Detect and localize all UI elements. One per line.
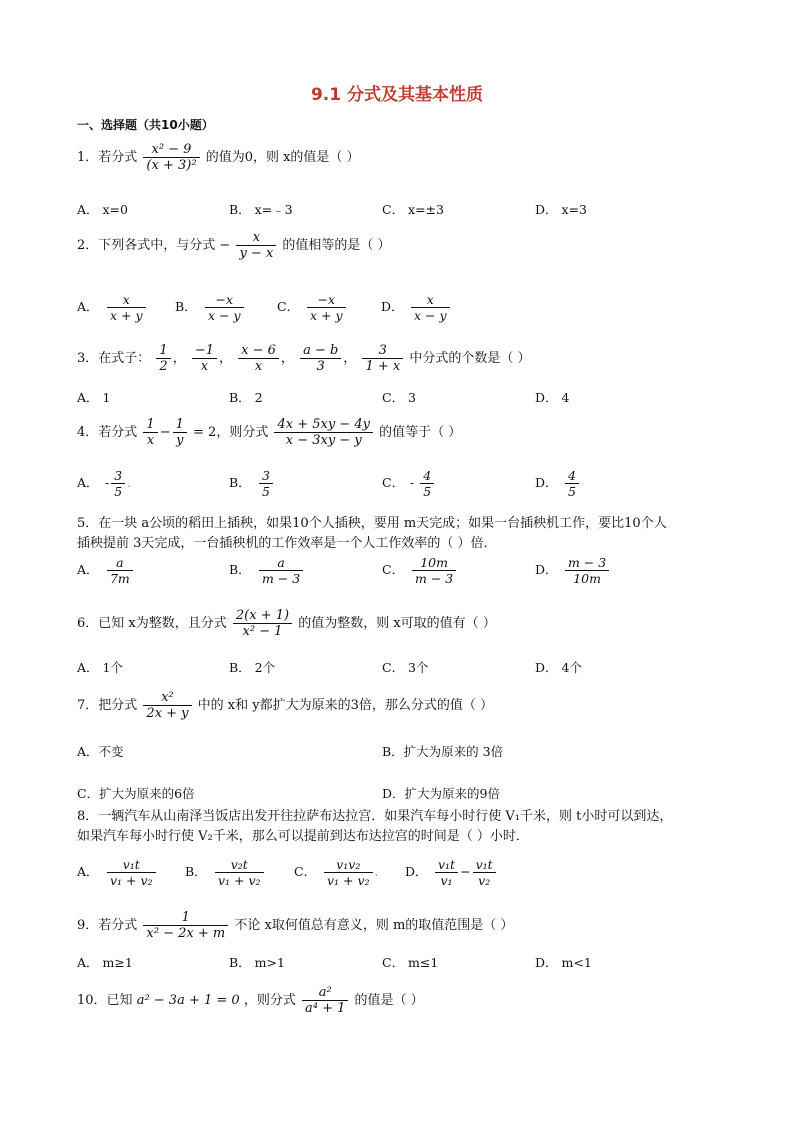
q4-expr-2	[173, 417, 187, 448]
q8-d-fraction-2	[473, 857, 496, 888]
q7-option-c: C．扩大为原来的6倍	[77, 786, 195, 801]
q2-option-c	[277, 292, 348, 323]
q10-suffix: 的值是（ ）	[354, 993, 424, 1008]
page-title: 9.1 分式及其基本性质	[310, 85, 484, 105]
q9-numerator: 1	[181, 910, 190, 925]
q8-d-label: D．	[405, 864, 428, 879]
q4-suffix: 的值等于（ ）	[379, 425, 462, 440]
q4-expr-1	[143, 417, 157, 448]
q5-option-a	[77, 555, 135, 586]
stray-mark: .	[374, 864, 379, 879]
q5-a-label: A．	[77, 562, 99, 577]
q1-option-b: B． x=﹣3	[229, 202, 293, 217]
q8-b-fraction	[215, 857, 264, 888]
q1-option-c: C． x=±3	[382, 202, 444, 217]
q2-c-num: −x	[317, 292, 336, 307]
question-6	[77, 608, 496, 639]
q8-b-label: B．	[185, 864, 207, 879]
q3-f2-num: −1	[194, 343, 215, 358]
q5-d-fraction	[565, 555, 609, 586]
q2-d-fraction	[411, 292, 450, 323]
q8-a-fraction	[107, 857, 156, 888]
question-8-line-2: 如果汽车每小时行使 V₂千米，那么可以提前到达布达拉宫的时间是（ ）小时．	[77, 829, 529, 844]
q4-option-b	[229, 468, 275, 499]
q2-suffix: 的值相等的是（ ）	[282, 238, 391, 253]
q1-fraction	[143, 142, 199, 173]
q7-numerator: x²	[161, 690, 174, 705]
section-heading: 一、选择题（共10小题）	[77, 118, 214, 132]
q8-c-label: C．	[294, 864, 317, 879]
q4-denominator: x − 3xy − y	[274, 432, 372, 448]
question-1	[77, 142, 360, 173]
q4-d-label: D．	[535, 475, 558, 490]
q2-denominator: y − x	[236, 245, 276, 261]
q4-c-num: 4	[423, 468, 432, 483]
q3-f2-den: x	[192, 358, 217, 374]
q5-b-den: m − 3	[259, 570, 303, 586]
q4-prefix: 4．若分式	[77, 425, 138, 440]
q10-denominator: a⁴ + 1	[302, 1000, 348, 1016]
q7-option-a: A．不变	[77, 744, 124, 759]
q2-c-label: C．	[277, 299, 300, 314]
question-7	[77, 690, 493, 721]
q2-d-den: x − y	[411, 307, 450, 323]
q2-option-d	[381, 292, 452, 323]
q2-b-fraction	[205, 292, 244, 323]
q5-a-fraction	[107, 555, 133, 586]
q2-b-label: B．	[175, 299, 197, 314]
question-2	[77, 230, 391, 261]
q2-fraction	[236, 230, 276, 261]
q5-option-c	[382, 555, 458, 586]
question-9	[77, 910, 513, 941]
q5-d-label: D．	[535, 562, 558, 577]
q3-f5-num: 3	[378, 343, 387, 358]
q4-option-a	[77, 468, 131, 499]
q2-c-den: x + y	[307, 307, 346, 323]
q4-a-num: 3	[114, 468, 123, 483]
q4-c-den: 5	[420, 483, 434, 499]
q5-a-num: a	[116, 555, 124, 570]
q5-c-fraction	[412, 555, 456, 586]
q6-denominator: x² − 1	[233, 623, 292, 639]
q5-option-d	[535, 555, 611, 586]
q8-c-den: v₁ + v₂	[324, 872, 373, 888]
q8-c-fraction	[324, 857, 373, 888]
q9-option-b: B． m>1	[229, 955, 285, 970]
q6-suffix: 的值为整数，则 x可取的值有（ ）	[298, 616, 496, 631]
q8-d2-num: v₁t	[475, 857, 493, 872]
q2-d-label: D．	[381, 299, 404, 314]
q4-fraction	[274, 417, 372, 448]
q7-prefix: 7．把分式	[77, 698, 138, 713]
q3-f3-den: x	[238, 358, 279, 374]
question-5-line-2: 插秧提前 3天完成，一台插秧机的工作效率是一个人工作效率的（ ）倍．	[77, 536, 497, 551]
q3-f4-num: a − b	[303, 343, 339, 358]
q8-d1-den: v₁	[435, 872, 458, 888]
q4-c-label: C．	[382, 475, 405, 490]
q1-prefix: 1．若分式	[77, 150, 138, 165]
q4-d-num: 4	[567, 468, 576, 483]
q9-option-d: D． m<1	[535, 955, 592, 970]
q2-prefix: 2．下列各式中，与分式 −	[77, 238, 231, 253]
q4-option-d	[535, 468, 581, 499]
q3-fraction-2	[192, 343, 217, 374]
q6-option-c: C． 3个	[382, 660, 429, 675]
question-3: 3．在式子： $\frac{1}{2}$ ， $\frac{-1}{x}$ ， $\frac{x - 6}{x}$ ， $\frac{a - b}{3}$ ， $\frac{3}{1 + x}$ 中分式的个数是（ ）	[77, 343, 531, 374]
q9-prefix: 9．若分式	[77, 918, 138, 933]
q3-fraction-5	[362, 343, 403, 374]
q2-a-den: x + y	[107, 307, 146, 323]
q5-b-label: B．	[229, 562, 251, 577]
q5-c-num: 10m	[420, 555, 448, 570]
q5-b-num: a	[277, 555, 285, 570]
q3-f5-den: 1 + x	[362, 358, 403, 374]
q6-fraction	[233, 608, 292, 639]
q3-fraction-1	[156, 343, 170, 374]
q2-a-label: A．	[77, 299, 99, 314]
stray-mark: .	[127, 475, 132, 490]
q10-prefix: 10．已知	[77, 993, 133, 1008]
q2-c-fraction	[307, 292, 346, 323]
q4-c-fraction	[420, 468, 434, 499]
q4-e1-den: x	[143, 432, 157, 448]
q4-b-fraction	[259, 468, 273, 499]
q2-numerator: x	[252, 230, 261, 245]
q7-option-b: B．扩大为原来的 3倍	[382, 744, 504, 759]
q4-a-sign: -	[104, 475, 110, 490]
q5-c-label: C．	[382, 562, 405, 577]
q5-c-den: m − 3	[412, 570, 456, 586]
q2-option-a	[77, 292, 148, 323]
q1-numerator: x² − 9	[151, 142, 192, 157]
q4-option-c	[382, 468, 436, 499]
q6-numerator: 2(x + 1)	[235, 608, 290, 623]
q6-option-a: A． 1个	[77, 660, 123, 675]
q9-denominator: x² − 2x + m	[143, 925, 228, 941]
q4-d-den: 5	[565, 483, 579, 499]
q2-d-num: x	[426, 292, 434, 307]
q1-option-a: A． x=0	[77, 202, 128, 217]
q3-option-a: A． 1	[77, 390, 111, 405]
q5-b-fraction	[259, 555, 303, 586]
q3-prefix: 3．在式子：	[77, 351, 151, 366]
q1-option-d: D． x=3	[535, 202, 587, 217]
q8-d2-den: v₂	[473, 872, 496, 888]
q4-e1-num: 1	[146, 417, 155, 432]
q6-option-d: D． 4个	[535, 660, 582, 675]
q8-option-d: D． $\frac{\text{v₁t}}{\text{v₁}}$ − $\frac{\text{v₁t}}{\text{v₂}}$	[405, 857, 498, 888]
q2-option-b	[175, 292, 246, 323]
q10-equation: a² − 3a + 1 = 0	[136, 993, 240, 1008]
q7-fraction	[143, 690, 191, 721]
q7-denominator: 2x + y	[143, 705, 191, 721]
q4-a-label: A．	[77, 475, 99, 490]
q9-option-c: C． m≤1	[382, 955, 439, 970]
q8-b-den: v₁ + v₂	[215, 872, 264, 888]
q4-b-den: 5	[259, 483, 273, 499]
q8-b-num: v₂t	[230, 857, 248, 872]
q10-numerator: a²	[318, 985, 332, 1000]
q4-a-fraction	[111, 468, 125, 499]
q2-b-den: x − y	[205, 307, 244, 323]
q4-b-num: 3	[261, 468, 270, 483]
q8-c-num: v₁v₂	[336, 857, 361, 872]
q10-mid: ，则分式	[243, 993, 296, 1008]
q9-option-a: A． m≥1	[77, 955, 133, 970]
q5-d-num: m − 3	[567, 555, 607, 570]
q5-d-den: 10m	[565, 570, 609, 586]
q4-e2-den: y	[173, 432, 187, 448]
q4-a-den: 5	[111, 483, 125, 499]
q4-numerator: 4x + 5xy − 4y	[277, 417, 370, 432]
question-8-line-1: 8．一辆汽车从山南泽当饭店出发开往拉萨布达拉宫．如果汽车每小时行使 V₁千米，则 t小时可以到达，	[77, 809, 673, 824]
q3-suffix: 中分式的个数是（ ）	[409, 351, 531, 366]
q1-denominator: (x + 3)²	[143, 157, 199, 173]
q3-fraction-4	[300, 343, 341, 374]
q4-b-label: B．	[229, 475, 251, 490]
q2-b-num: −x	[215, 292, 234, 307]
q8-option-b	[185, 857, 266, 888]
question-4: 4．若分式 $\frac{1}{x}$ − $\frac{1}{y}$ = 2，则分式 $\frac{4x + 5xy - 4y}{x - 3xy - y}$ 的值等于（ ）	[77, 417, 462, 448]
q10-fraction	[302, 985, 348, 1016]
q2-a-num: x	[122, 292, 130, 307]
q9-suffix: 不论 x取何值总有意义，则 m的取值范围是（ ）	[234, 918, 514, 933]
q3-option-b: B． 2	[229, 390, 263, 405]
q5-a-den: 7m	[107, 570, 133, 586]
q4-d-fraction	[565, 468, 579, 499]
q6-option-b: B． 2个	[229, 660, 276, 675]
q4-mid: = 2，则分式	[193, 425, 269, 440]
q8-a-label: A．	[77, 864, 99, 879]
question-10	[77, 985, 424, 1016]
question-5-line-1: 5．在一块 a公顷的稻田上插秧，如果10个人插秧，要用 m天完成；如果一台插秧机工作，要比10个人	[77, 516, 667, 531]
q9-fraction	[143, 910, 228, 941]
q3-fraction-3	[238, 343, 279, 374]
q3-option-c: C． 3	[382, 390, 416, 405]
q7-suffix: 中的 x和 y都扩大为原来的3倍，那么分式的值（ ）	[197, 698, 494, 713]
q6-prefix: 6．已知 x为整数，且分式	[77, 616, 227, 631]
q8-d1-num: v₁t	[437, 857, 456, 872]
q3-option-d: D． 4	[535, 390, 570, 405]
q3-f1-num: 1	[159, 343, 168, 358]
q3-f1-den: 2	[156, 358, 170, 374]
q1-suffix: 的值为0，则 x的值是（ ）	[205, 150, 360, 165]
q4-c-sign: -	[409, 475, 415, 490]
q8-option-a	[77, 857, 158, 888]
q8-d-fraction-1	[435, 857, 458, 888]
q3-f4-den: 3	[300, 358, 341, 374]
q2-a-fraction	[107, 292, 146, 323]
q3-f3-num: x − 6	[241, 343, 276, 358]
q5-option-b	[229, 555, 305, 586]
q8-a-den: v₁ + v₂	[107, 872, 156, 888]
q7-option-d: D．扩大为原来的9倍	[382, 786, 500, 801]
q4-e2-num: 1	[175, 417, 184, 432]
q8-a-num: v₁t	[122, 857, 140, 872]
q8-option-c	[294, 857, 379, 888]
